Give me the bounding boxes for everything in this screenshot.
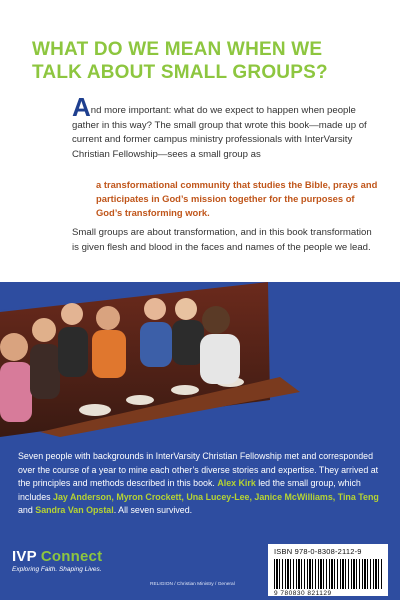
bio-text-1: Seven people with backgrounds in InterVarsity Christian Fellowship met and corresponded over the course of a year to mine each other’s diverse stories and expertise. They arrived at the principles and methods described in this book. — [18, 451, 379, 489]
isbn-label: ISBN 978-0-8308-2112-9 — [274, 547, 362, 556]
bio-text-4: . All seven survived. — [113, 505, 193, 516]
bio-name-leader: Alex Kirk — [217, 478, 256, 489]
logo-wordmark — [12, 548, 102, 565]
group-photo-illustration — [0, 282, 400, 437]
drop-cap: A — [72, 92, 91, 122]
intro-paragraph — [72, 92, 377, 162]
headline — [32, 38, 382, 84]
category-label: RELIGION / Christian Ministry / General — [150, 582, 235, 587]
bio-text-2: led the small group, which includes — [18, 478, 361, 502]
bio-name-last: Sandra Van Opstal — [35, 505, 114, 516]
group-photo — [0, 282, 400, 437]
authors-bio — [18, 450, 384, 518]
logo-ivp: IVP — [12, 548, 37, 565]
logo-connect: Connect — [36, 548, 103, 565]
closing-paragraph: Small groups are about transformation, and in this book transformation is given flesh and blood in the faces and names of the people we lead. — [72, 227, 372, 253]
logo-tagline: Exploring Faith. Shaping Lives. — [12, 566, 102, 573]
publisher-logo — [12, 548, 102, 573]
definition-quote: a transformational community that studies the Bible, prays and participates in God’s mission together for the purposes of God’s transforming work. — [96, 179, 378, 218]
headline-line-2: TALK ABOUT SMALL GROUPS? — [32, 62, 328, 83]
headline-line-1: WHAT DO WE MEAN WHEN WE — [32, 39, 323, 60]
barcode — [268, 544, 388, 596]
bio-names-members: Jay Anderson, Myron Crockett, Una Lucey-Lee, Janice McWilliams, Tina Teng — [53, 491, 379, 502]
barcode-number: 9 780830 821129 — [274, 590, 332, 597]
intro-text: nd more important: what do we expect to happen when people gather in this way? The small group that wrote this book—made up of current and former campus ministry professionals with InterVarsity Christian Fellowship—sees a small group as — [72, 105, 367, 160]
blue-panel — [0, 282, 400, 600]
bio-text-3: and — [18, 505, 36, 516]
barcode-bars — [274, 559, 382, 589]
